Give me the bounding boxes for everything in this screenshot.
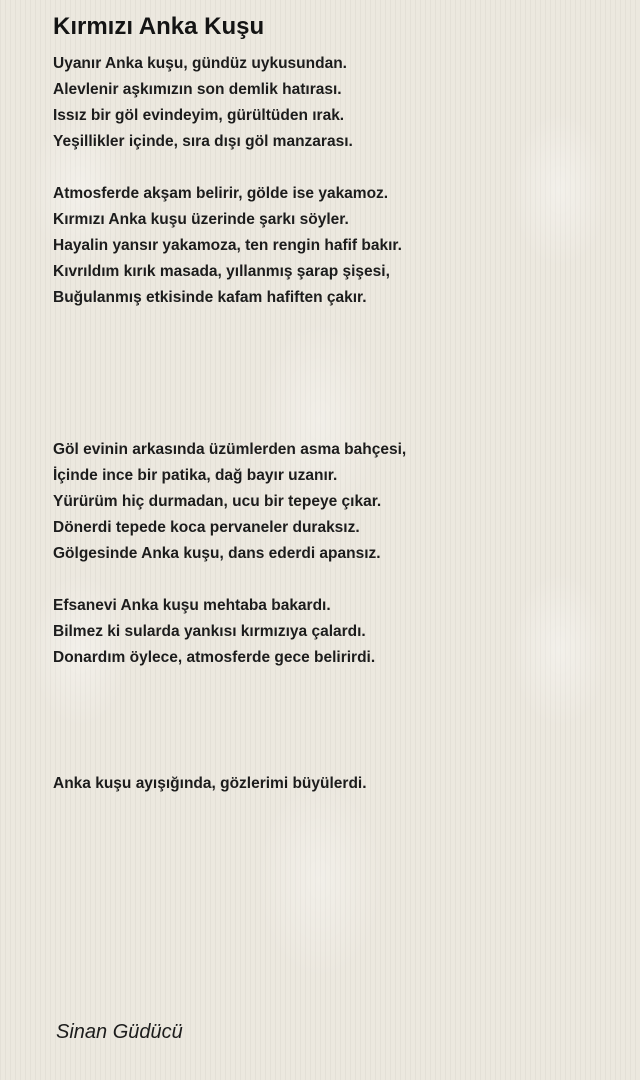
poem-line: Kıvrıldım kırık masada, yıllanmış şarap şişesi, [53, 263, 390, 280]
poem-line: Uyanır Anka kuşu, gündüz uykusundan. [53, 55, 347, 72]
poem-line: Alevlenir aşkımızın son demlik hatırası. [53, 81, 342, 98]
poem-line: Dönerdi tepede koca pervaneler duraksız. [53, 519, 360, 536]
poem-line: Anka kuşu ayışığında, gözlerimi büyülerdi. [53, 775, 367, 792]
poem-line: Bilmez ki sularda yankısı kırmızıya çalardı. [53, 623, 366, 640]
poem-title: Kırmızı Anka Kuşu [53, 13, 265, 40]
stanza-2 [53, 181, 402, 311]
stanza-3 [53, 437, 406, 567]
poem-line: Yeşillikler içinde, sıra dışı göl manzarası. [53, 133, 353, 150]
poem-line: Atmosferde akşam belirir, gölde ise yakamoz. [53, 185, 389, 202]
poem-line: Donardım öylece, atmosferde gece belirirdi. [53, 649, 376, 666]
poem-line: Gölgesinde Anka kuşu, dans ederdi apansız. [53, 545, 381, 562]
poem-line: Issız bir göl evindeyim, gürültüden ırak. [53, 107, 345, 124]
poem-line: Buğulanmış etkisinde kafam hafiften çakır. [53, 289, 367, 306]
poem-author: Sinan Güdücü [56, 1021, 183, 1043]
poem-line: Göl evinin arkasında üzümlerden asma bahçesi, [53, 441, 407, 458]
stanza-1 [53, 51, 353, 155]
poem-line: Kırmızı Anka kuşu üzerinde şarkı söyler. [53, 211, 349, 228]
poem-line: İçinde ince bir patika, dağ bayır uzanır. [53, 467, 338, 484]
poem-line: Yürürüm hiç durmadan, ucu bir tepeye çıkar. [53, 493, 382, 510]
poem-line: Efsanevi Anka kuşu mehtaba bakardı. [53, 597, 331, 614]
stanza-5 [53, 771, 367, 797]
stanza-4 [53, 593, 375, 671]
poem-line: Hayalin yansır yakamoza, ten rengin hafif bakır. [53, 237, 402, 254]
